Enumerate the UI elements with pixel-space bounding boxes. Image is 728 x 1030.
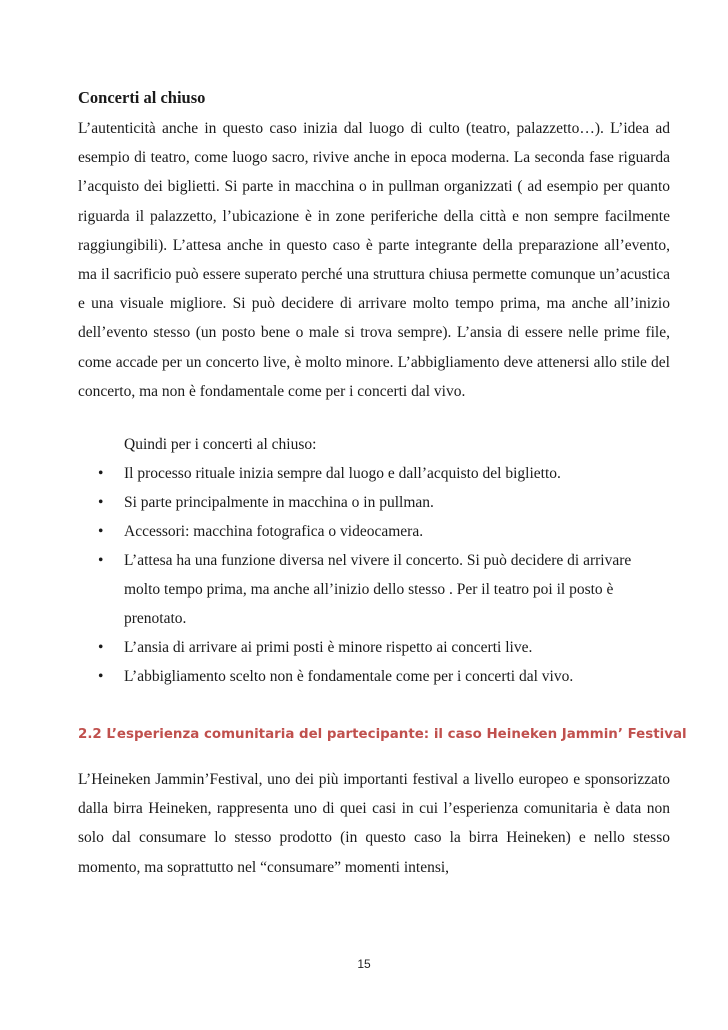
list-item: • L’ansia di arrivare ai primi posti è minore rispetto ai concerti live. (78, 633, 670, 662)
list-intro: Quindi per i concerti al chiuso: (124, 436, 317, 454)
page-number: 15 (357, 957, 371, 971)
list-item: • L’abbigliamento scelto non è fondamentale come per i concerti dal vivo. (78, 662, 670, 691)
subsection-heading: 2.2 L’esperienza comunitaria del partecipante: il caso Heineken Jammin’ Festival (78, 727, 687, 743)
bullet-marker: • (98, 494, 104, 512)
bullet-list (78, 459, 670, 691)
bullet-marker: • (98, 465, 104, 483)
list-item: • Accessori: macchina fotografica o videocamera. (78, 517, 670, 546)
subsection-paragraph: L’Heineken Jammin’Festival, uno dei più importanti festival a livello europeo e sponsorizzato dalla birra Heineken, rappresenta uno di quei casi in cui l’esperienza comunitaria è data non solo dal consumare lo stesso prodotto (in questo caso la birra Heineken) e nello stesso momento, ma soprattutto nel “consumare” momenti intensi, (78, 771, 670, 876)
bullet-marker: • (98, 552, 104, 570)
section-heading: Concerti al chiuso (78, 88, 206, 107)
list-item: • Si parte principalmente in macchina o in pullman. (78, 488, 670, 517)
bullet-marker: • (98, 668, 104, 686)
section-paragraph: L’autenticità anche in questo caso inizia dal luogo di culto (teatro, palazzetto…). L’idea ad esempio di teatro, come luogo sacro, rivive anche in epoca moderna. La seconda fase riguarda l’acquisto dei biglietti. Si parte in macchina o in pullman organizzati ( ad esempio per quanto riguarda il palazzetto, l’ubicazione è in zone periferiche della città e non sempre facilmente raggiungibili). L’attesa anche in questo caso è parte integrante della preparazione all’evento, ma il sacrificio può essere superato perché una struttura chiusa permette comunque un’acustica e una visuale migliore. Si può decidere di arrivare molto tempo prima, ma anche all’inizio dell’evento stesso (un posto bene o male si trova sempre). L’ansia di essere nelle prime file, come accade per un concerto live, è molto minore. L’abbigliamento deve attenersi allo stile del concerto, ma non è fondamentale come per i concerti dal vivo. (78, 120, 670, 400)
bullet-marker: • (98, 523, 104, 541)
list-item: • Il processo rituale inizia sempre dal luogo e dall’acquisto del biglietto. (78, 459, 670, 488)
list-item: • L’attesa ha una funzione diversa nel vivere il concerto. Si può decidere di arrivare molto tempo prima, ma anche all’inizio dello stesso . Per il teatro poi il posto è prenotato. (78, 546, 670, 633)
bullet-marker: • (98, 639, 104, 657)
document-page (78, 88, 687, 882)
